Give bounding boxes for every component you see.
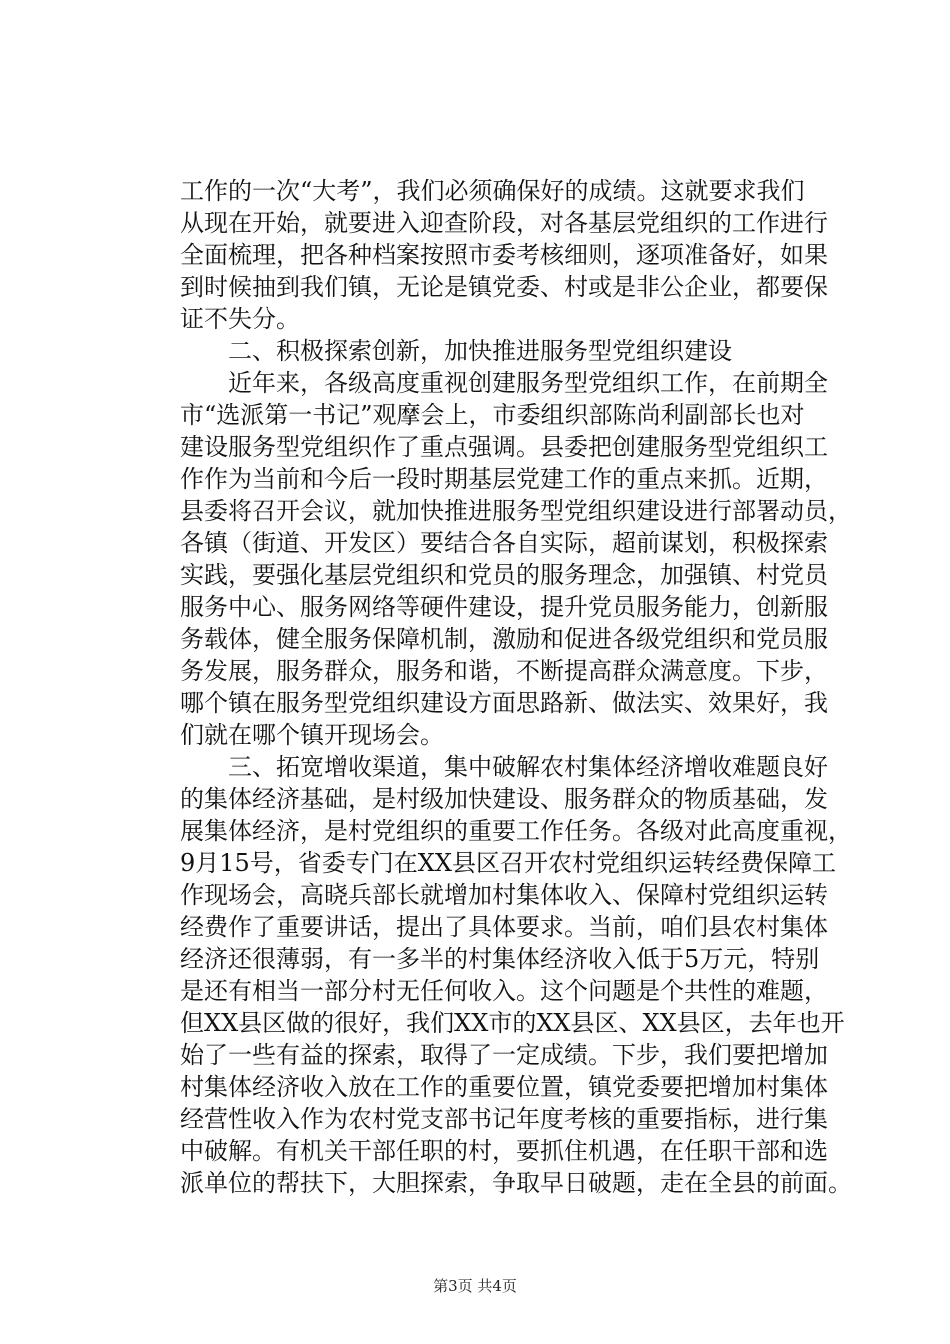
body-line: 全面梳理，把各种档案按照市委考核细则，逐项准备好，如果	[180, 241, 828, 269]
body-line: 村集体经济收入放在工作的重要位置，镇党委要把增加村集体	[180, 1073, 828, 1101]
body-line: 中破解。有机关干部任职的村，要抓住机遇，在任职干部和选	[180, 1137, 828, 1165]
body-line: 但XX县区做的很好，我们XX市的XX县区、XX县区，去年也开	[180, 1009, 845, 1037]
body-line: 始了一些有益的探索，取得了一定成绩。下步，我们要把增加	[180, 1041, 828, 1069]
body-line: 经济还很薄弱，有一多半的村集体经济收入低于5万元，特别	[180, 945, 820, 973]
body-line: 们就在哪个镇开现场会。	[180, 721, 444, 749]
page-number-footer: 第3页 共4页	[433, 1277, 517, 1295]
body-line: 作现场会，高晓兵部长就增加村集体收入、保障村党组织运转	[180, 881, 828, 909]
body-line: 市“选派第一书记”观摩会上，市委组织部陈尚利副部长也对	[180, 401, 805, 429]
body-line: 务发展，服务群众，服务和谐，不断提高群众满意度。下步，	[180, 657, 828, 685]
body-line: 从现在开始，就要进入迎查阶段，对各基层党组织的工作进行	[180, 209, 828, 237]
body-line: 的集体经济基础，是村级加快建设、服务群众的物质基础，发	[180, 785, 828, 813]
body-line: 实践，要强化基层党组织和党员的服务理念，加强镇、村党员	[180, 561, 828, 589]
body-line: 近年来，各级高度重视创建服务型党组织工作，在前期全	[180, 369, 828, 397]
body-line: 经营性收入作为农村党支部书记年度考核的重要指标，进行集	[180, 1105, 828, 1133]
body-line: 服务中心、服务网络等硬件建设，提升党员服务能力，创新服	[180, 593, 828, 621]
body-line: 县委将召开会议，就加快推进服务型党组织建设进行部署动员，	[180, 497, 852, 525]
body-line: 经费作了重要讲话，提出了具体要求。当前，咱们县农村集体	[180, 913, 828, 941]
body-line: 作作为当前和今后一段时期基层党建工作的重点来抓。近期，	[180, 465, 828, 493]
body-line: 展集体经济，是村党组织的重要工作任务。各级对此高度重视，	[180, 817, 852, 845]
body-line: 哪个镇在服务型党组织建设方面思路新、做法实、效果好，我	[180, 689, 828, 717]
body-line: 到时候抽到我们镇，无论是镇党委、村或是非公企业，都要保	[180, 273, 828, 301]
body-line: 证不失分。	[180, 305, 300, 333]
body-line: 务载体，健全服务保障机制，激励和促进各级党组织和党员服	[180, 625, 828, 653]
body-line: 是还有相当一部分村无任何收入。这个问题是个共性的难题，	[180, 977, 828, 1005]
body-line: 派单位的帮扶下，大胆探索，争取早日破题，走在全县的前面。	[180, 1169, 852, 1197]
body-line: 建设服务型党组织作了重点强调。县委把创建服务型党组织工	[180, 433, 828, 461]
section-heading-2: 二、积极探索创新，加快推进服务型党组织建设	[180, 337, 732, 365]
body-line: 9月15号，省委专门在XX县区召开农村党组织运转经费保障工	[180, 849, 836, 877]
body-line: 工作的一次“大考”，我们必须确保好的成绩。这就要求我们	[180, 177, 805, 205]
document-body	[180, 175, 860, 1199]
body-line: 各镇（街道、开发区）要结合各自实际，超前谋划，积极探索	[180, 529, 828, 557]
section-heading-3: 三、拓宽增收渠道，集中破解农村集体经济增收难题良好	[180, 753, 828, 781]
